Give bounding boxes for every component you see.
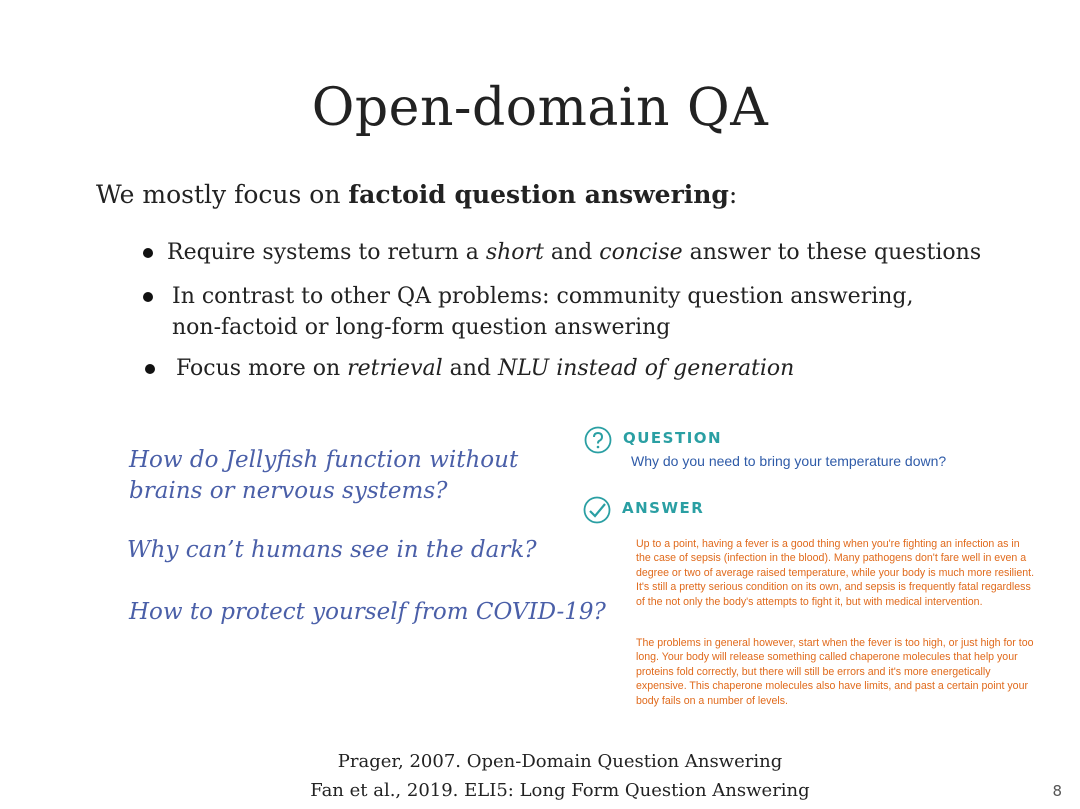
bullet-1 <box>167 237 981 268</box>
answer-check-icon <box>583 496 611 524</box>
eli5-question-text: Why do you need to bring your temperature down? <box>631 453 947 469</box>
bullet-text: and <box>543 240 600 265</box>
bullet-text-line2: non-factoid or long-form question answering <box>172 315 671 340</box>
bullet-text: Focus more on <box>176 356 348 381</box>
answer-label: ANSWER <box>622 499 705 517</box>
intro-bold: factoid question answering <box>348 180 729 209</box>
example-question-3: How to protect yourself from COVID-19? <box>129 599 606 625</box>
intro-suffix: : <box>728 180 738 209</box>
bullet-italic: concise <box>599 240 683 265</box>
example-question-1 <box>129 445 518 507</box>
bullet-dot <box>145 364 155 374</box>
reference-2: Fan et al., 2019. ELI5: Long Form Question Answering <box>310 780 810 801</box>
answer-paragraph-2: The problems in general however, start when the fever is too high, or just high for too long. Your body will release something called chaperone molecules that help your proteins fold correctly, but there will still be errors and it's more energetically expensive. This chaperone molecules also have limits, and past a certain point your body fails on a number of levels. <box>636 637 1034 707</box>
question-label: QUESTION <box>623 429 723 447</box>
bullet-text: Require systems to return a <box>167 240 486 265</box>
reference-1: Prager, 2007. Open-Domain Question Answering <box>337 751 783 772</box>
answer-paragraph-1: Up to a point, having a fever is a good thing when you're fighting an infection as in the case of sepsis (infection in the blood). Many pathogens don't fare well in even a degree or two of average raised temperature, while your body is much more resilient. It's still a pretty serious condition on its own, and sepsis is frequently fatal regardless of the not only the body's attempts to fight it, but with medical intervention. <box>636 538 1035 608</box>
example-question-2: Why can’t humans see in the dark? <box>127 537 537 563</box>
slide-title: Open-domain QA <box>311 78 769 138</box>
example-question-line: How do Jellyfish function without <box>129 447 519 473</box>
bullet-2 <box>172 281 914 343</box>
bullet-dot <box>143 248 153 258</box>
bullet-italic: short <box>485 240 544 265</box>
page-number: 8 <box>1052 782 1062 800</box>
bullet-text-line1: In contrast to other QA problems: community question answering, <box>172 284 914 309</box>
bullet-text: answer to these questions <box>682 240 982 265</box>
question-mark-icon <box>584 426 612 454</box>
bullet-3 <box>176 353 794 384</box>
bullet-italic: NLU instead of generation <box>498 356 795 381</box>
bullet-text: and <box>442 356 499 381</box>
bullet-italic: retrieval <box>347 356 443 381</box>
example-question-line: brains or nervous systems? <box>129 478 448 504</box>
bullet-dot <box>143 292 153 302</box>
intro-line <box>96 180 737 209</box>
intro-prefix: We mostly focus on <box>96 180 349 209</box>
